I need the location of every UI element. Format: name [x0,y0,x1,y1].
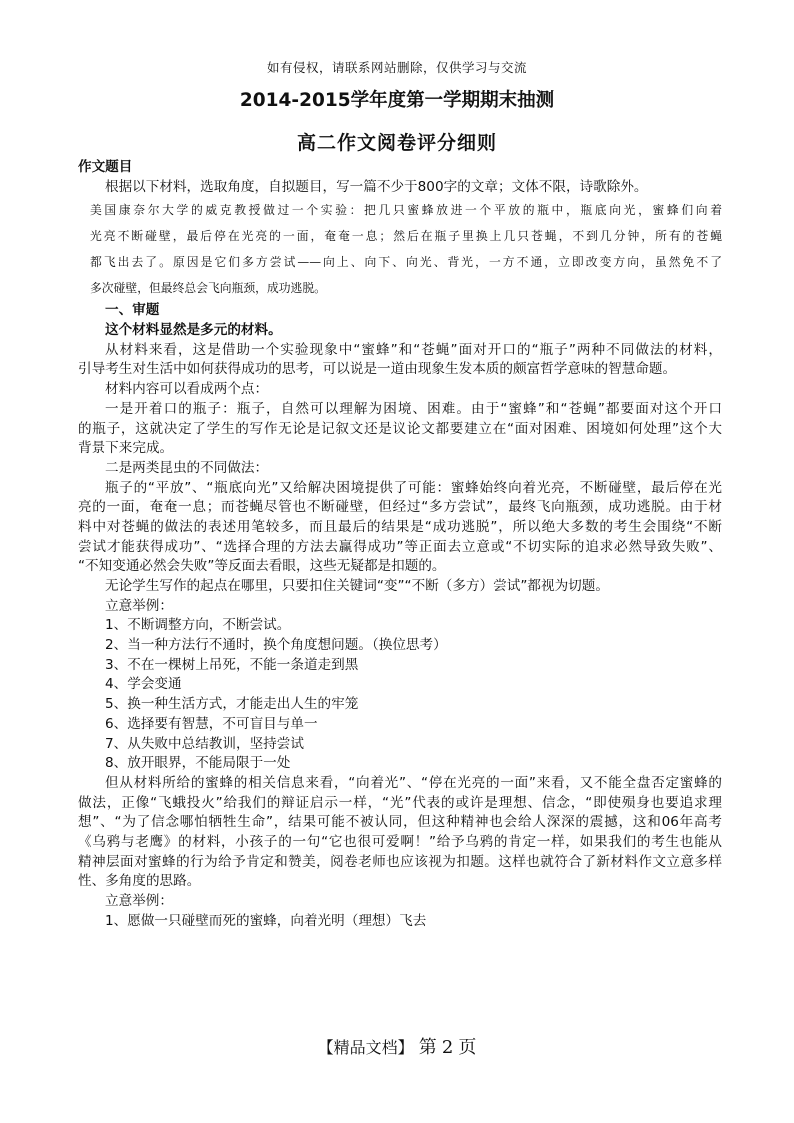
examples-list [78,616,722,774]
page-suffix: 页 [458,1037,477,1058]
paragraph-line: “不知变通必然会失败”等反面去看眼，这些无疑都是扣题的。 [78,558,446,575]
list-item: 2、当一种方法行不通时，换个角度想问题。（换位思考） [105,637,447,654]
material-quote [78,197,722,301]
paragraph-line: 的瓶子，这就决定了学生的写作无论是记叙文还是议论文都要建立在“面对困难、困境如何处理”这个大 [78,420,722,437]
paragraph-line: 想”、“为了信念哪怕牺牲生命”，结果可能不被认同，但这种精神也会给人深深的震撼，这和06年高考 [78,814,722,831]
list-item: 1、不断调整方向，不断尝试。 [105,617,291,634]
section-heading-topic: 作文题目 [78,159,133,175]
page-footer [0,1033,794,1059]
material-line: 光亮不断碰壁，最后停在光亮的一面，奄奄一息；然后在瓶子里换上几只苍蝇，不到几分钟，所有的苍蝇 [90,229,722,244]
paragraph-line: 《乌鸦与老鹰》的材料，小孩子的一句“它也很可爱啊！”给予乌鸦的肯定一样，如果我们的考生也能从 [78,833,722,850]
page-number: 2 [441,1037,454,1058]
material-line: 美国康奈尔大学的威克教授做过一个实验：把几只蜜蜂放进一个平放的瓶中，瓶底向光，蜜蜂们向着 [90,203,722,218]
paragraph-line: 材料内容可以看成两个点： [105,381,269,398]
section-heading-review: 一、审题 [105,302,160,319]
paragraph-line: 但从材料所给的蜜蜂的相关信息来看，“向着光”、“停在光亮的一面”来看，又不能全盘否定蜜蜂的 [105,774,722,791]
material-line: 都飞出去了。原因是它们多方尝试——向上、向下、向光、背光，一方不通，立即改变方向，虽然免不了 [90,255,722,270]
examples-label: 立意举例： [105,893,173,909]
paragraph-line: 无论学生写作的起点在哪里，只要扣住关键词“变”“不断（多方）尝试”都视为切题。 [105,578,609,594]
list-item: 4、学会变通 [105,676,182,693]
document-body [78,158,722,931]
document-subtitle: 高二作文阅卷评分细则 [296,132,497,154]
list-item: 8、放开眼界，不能局限于一处 [105,755,291,772]
page-prefix: 第 [418,1037,437,1058]
paragraph-line: 二是两类昆虫的不同做法： [105,459,269,476]
copyright-notice: 如有侵权，请联系网站删除，仅供学习与交流 [266,60,527,75]
list-item: 1、愿做一只碰壁而死的蜜蜂，向着光明（理想）飞去 [105,912,427,929]
essay-prompt: 根据以下材料，选取角度，自拟题目，写一篇不少于800字的文章；文体不限，诗歌除外。 [105,178,648,195]
paragraph-line: 亮的一面，奄奄一息；而苍蝇尽管也不断碰壁，但经过“多方尝试”，最终飞向瓶颈，成功逃脱。由于材 [78,499,722,516]
paragraph-line: 精神层面对蜜蜂的行为给予肯定和赞美，阅卷老师也应该视为扣题。这样也就符合了新材料作文立意多样 [78,853,722,870]
paragraph-line: 从材料来看，这是借助一个实验现象中“蜜蜂”和“苍蝇”面对开口的“瓶子”两种不同做法的材料， [105,341,722,358]
list-item: 3、不在一棵树上吊死，不能一条道走到黑 [105,656,359,673]
paragraph-line: 背景下来完成。 [78,440,174,457]
paragraph-line: 做法，正像“飞蛾投火”给我们的辩证启示一样，“光”代表的或许是理想、信念，“即使殒身也要追求理 [78,794,722,811]
list-item: 5、换一种生活方式，才能走出人生的牢笼 [105,696,359,713]
list-item: 6、选择要有智慧，不可盲目与单一 [105,715,318,732]
paragraph-line: 料中对苍蝇的做法的表述用笔较多，而且最后的结果是“成功逃脱”，所以绝大多数的考生会围绕“不断 [78,518,722,535]
document-title: 2014-2015学年度第一学期期末抽测 [239,90,555,111]
footer-tag: 【精品文档】 [317,1038,414,1057]
paragraph-line: 性、多角度的思路。 [78,873,201,890]
paragraph-line: 瓶子的“平放”、“瓶底向光”又给解决困境提供了可能：蜜蜂始终向着光亮，不断碰壁，最后停在光 [105,479,722,496]
material-line: 多次碰壁，但最终总会飞向瓶颈，成功逃脱。 [90,281,326,296]
paragraph-line: 尝试才能获得成功”、“选择合理的方法去赢得成功”等正面去立意或“不切实际的追求必然导致失败”、 [78,538,722,555]
key-point: 这个材料显然是多元的材料。 [105,322,282,339]
paragraph-line: 引导考生对生活中如何获得成功的思考，可以说是一道由现象生发本质的颇富哲学意味的智慧命题。 [78,361,677,378]
list-item: 7、从失败中总结教训，坚持尝试 [105,735,304,752]
examples-label: 立意举例： [105,597,173,614]
paragraph-line: 一是开着口的瓶子：瓶子，自然可以理解为困境、困难。由于“蜜蜂”和“苍蝇”都要面对这个开口 [105,400,722,417]
